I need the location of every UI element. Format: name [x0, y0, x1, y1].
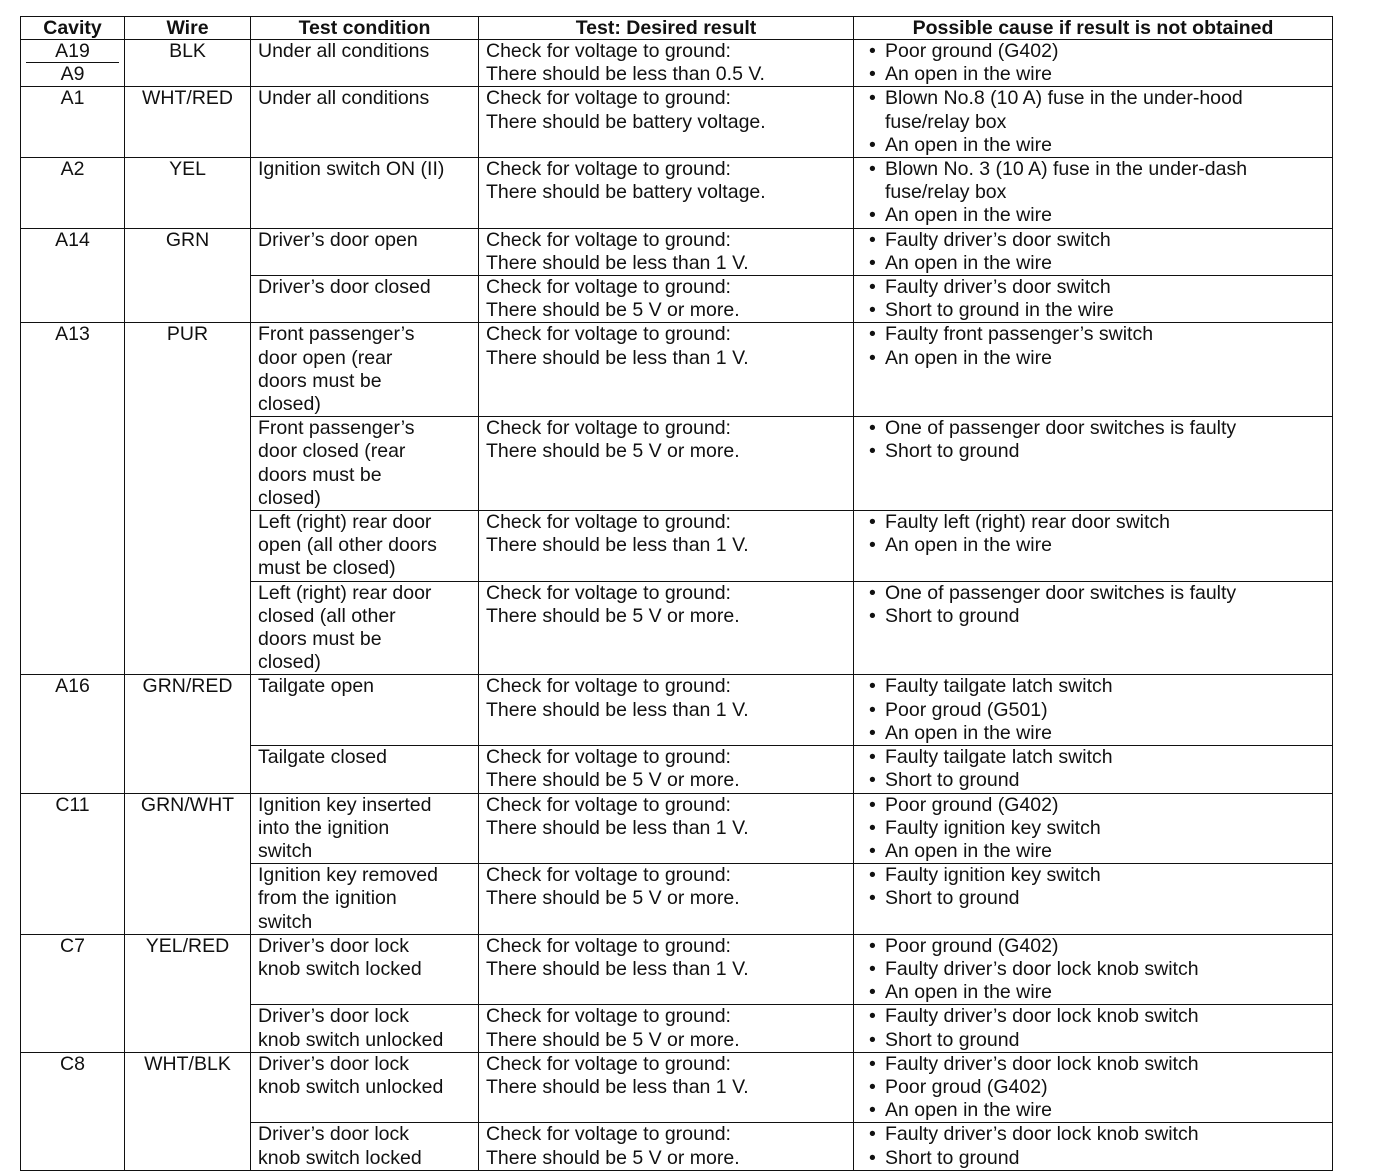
desired-result-text: Check for voltage to ground: [486, 864, 731, 887]
possible-cause-cell [854, 158, 1333, 229]
test-condition-cell [251, 675, 479, 746]
possible-cause-cell [854, 87, 1333, 158]
desired-result-text: There should be less than 1 V. [486, 698, 749, 721]
cause-bullet-item: • An open in the wire [861, 204, 1325, 227]
wire-color-label: WHT/RED [142, 87, 233, 110]
possible-cause-cell [854, 1005, 1333, 1052]
cause-bullet-item: • One of passenger door switches is faulty [861, 417, 1325, 440]
desired-result-cell [479, 276, 854, 323]
cavity-cell [21, 934, 125, 1052]
test-condition-text: Driver’s door open [258, 228, 418, 251]
cause-bullet-item: • One of passenger door switches is faulty [861, 582, 1325, 605]
test-condition-text: into the ignition [258, 816, 390, 839]
table-row [21, 323, 1333, 417]
wire-cell [125, 1052, 251, 1170]
cause-bullet-item: • An open in the wire [861, 134, 1325, 157]
cavity-label: A9 [60, 63, 85, 85]
desired-result-text: There should be less than 1 V. [486, 816, 749, 839]
wire-cell [125, 228, 251, 323]
test-condition-text: Driver’s door lock [258, 1123, 409, 1146]
cause-bullet-item: • Poor ground (G402) [861, 794, 1325, 817]
desired-result-text: There should be less than 1 V. [486, 251, 749, 274]
cavity-label: A1 [60, 87, 85, 110]
desired-result-text: Check for voltage to ground: [486, 417, 731, 440]
cavity-label: C11 [55, 793, 90, 816]
wire-color-label: PUR [166, 323, 209, 346]
cause-bullet-item: • Faulty driver’s door lock knob switch [861, 1005, 1325, 1028]
cavity-cell [21, 675, 125, 793]
wire-cell [125, 793, 251, 934]
desired-result-text: There should be 5 V or more. [486, 1146, 740, 1169]
desired-result-cell [479, 581, 854, 675]
cavity-label: C7 [60, 934, 85, 957]
troubleshooting-table [20, 16, 1333, 1171]
wire-cell [125, 675, 251, 793]
cause-bullet-item: • Faulty driver’s door lock knob switch [861, 1123, 1325, 1146]
possible-cause-cell [854, 228, 1333, 275]
cause-bullet-item: • Faulty ignition key switch [861, 864, 1325, 887]
cavity-label: A13 [55, 323, 90, 346]
table-row [21, 228, 1333, 275]
cavity-cell [21, 323, 125, 675]
test-condition-text: knob switch unlocked [258, 1075, 444, 1098]
table-body [21, 40, 1333, 1171]
cause-bullet-item: • An open in the wire [861, 722, 1325, 745]
test-condition-cell [251, 511, 479, 582]
possible-cause-cell [854, 793, 1333, 864]
header-cavity: Cavity [21, 17, 125, 40]
desired-result-text: Check for voltage to ground: [486, 1123, 731, 1146]
test-condition-cell [251, 276, 479, 323]
desired-result-cell [479, 746, 854, 793]
possible-cause-cell [854, 417, 1333, 511]
test-condition-text: Front passenger’s [258, 323, 415, 346]
cause-bullet-item: • An open in the wire [861, 840, 1325, 863]
possible-cause-cell [854, 675, 1333, 746]
test-condition-text: closed (all other [258, 604, 396, 627]
test-condition-text: doors must be [258, 463, 382, 486]
test-condition-text: from the ignition [258, 887, 397, 910]
cause-bullet-item: • Faulty front passenger’s switch [861, 323, 1325, 346]
desired-result-cell [479, 228, 854, 275]
cause-bullet-item: • An open in the wire [861, 252, 1325, 275]
test-condition-text: Under all conditions [258, 87, 430, 110]
desired-result-text: Check for voltage to ground: [486, 323, 731, 346]
desired-result-text: Check for voltage to ground: [486, 40, 731, 62]
possible-cause-cell [854, 581, 1333, 675]
possible-cause-cell [854, 864, 1333, 935]
test-condition-text: doors must be [258, 628, 382, 651]
test-condition-text: door open (rear [258, 346, 393, 369]
cause-bullet-item: • Poor groud (G501) [861, 699, 1325, 722]
cause-bullet-item: • An open in the wire [861, 981, 1325, 1004]
desired-result-text: There should be 5 V or more. [486, 1028, 740, 1051]
desired-result-text: There should be 5 V or more. [486, 299, 740, 322]
test-condition-text: Driver’s door closed [258, 276, 431, 299]
cause-bullet-item: • Short to ground [861, 1029, 1325, 1052]
cause-bullet-item: fuse/relay box [885, 110, 1007, 133]
desired-result-text: Check for voltage to ground: [486, 793, 731, 816]
wire-color-label: GRN/WHT [140, 793, 235, 816]
test-condition-text: knob switch locked [258, 1146, 422, 1169]
cavity-label: A19 [26, 40, 119, 63]
table-row [21, 934, 1333, 1005]
wire-color-label: BLK [169, 40, 206, 62]
test-condition-text: Under all conditions [258, 40, 430, 62]
desired-result-cell [479, 158, 854, 229]
desired-result-text: There should be 5 V or more. [486, 440, 740, 463]
desired-result-text: There should be less than 1 V. [486, 534, 749, 557]
cause-bullet-item: • Blown No. 3 (10 A) fuse in the under-dash [861, 158, 1325, 181]
test-condition-cell [251, 158, 479, 229]
cavity-label: A2 [60, 158, 85, 181]
desired-result-text: There should be less than 1 V. [486, 1075, 749, 1098]
wire-color-label: GRN [165, 228, 210, 251]
desired-result-cell [479, 323, 854, 417]
header-possible-cause: Possible cause if result is not obtained [854, 17, 1333, 40]
desired-result-cell [479, 1123, 854, 1170]
test-condition-text: Driver’s door lock [258, 1052, 409, 1075]
cause-bullet-item: • Poor ground (G402) [861, 935, 1325, 958]
table-row [21, 793, 1333, 864]
cavity-label: A16 [55, 675, 90, 698]
cause-bullet-item: • Faulty tailgate latch switch [861, 746, 1325, 769]
test-condition-text: Ignition key removed [258, 864, 438, 887]
test-condition-text: Ignition switch ON (II) [258, 158, 445, 181]
test-condition-text: Driver’s door lock [258, 934, 409, 957]
cause-bullet-item: • Faulty left (right) rear door switch [861, 511, 1325, 534]
test-condition-cell [251, 87, 479, 158]
test-condition-cell [251, 1052, 479, 1123]
cause-bullet-item: • Faulty driver’s door switch [861, 229, 1325, 252]
table-row [21, 158, 1333, 229]
desired-result-cell [479, 934, 854, 1005]
table-row [21, 675, 1333, 746]
wire-cell [125, 323, 251, 675]
test-condition-text: door closed (rear [258, 440, 406, 463]
test-condition-text: doors must be [258, 369, 382, 392]
cavity-cell [21, 87, 125, 158]
cause-bullet-item: • Poor ground (G402) [861, 40, 1325, 63]
cavity-cell [21, 793, 125, 934]
test-condition-cell [251, 40, 479, 87]
header-test-condition: Test condition [251, 17, 479, 40]
cavity-label: A14 [55, 228, 90, 251]
wire-cell [125, 87, 251, 158]
desired-result-text: Check for voltage to ground: [486, 276, 731, 299]
cause-bullet-item: • Faulty tailgate latch switch [861, 675, 1325, 698]
desired-result-text: There should be battery voltage. [486, 110, 766, 133]
test-condition-text: switch [258, 839, 313, 862]
test-condition-cell [251, 934, 479, 1005]
desired-result-cell [479, 417, 854, 511]
cause-bullet-item: • Short to ground in the wire [861, 299, 1325, 322]
test-condition-text: Tailgate open [258, 675, 375, 698]
wire-color-label: YEL/RED [145, 934, 230, 957]
test-condition-cell [251, 323, 479, 417]
test-condition-text: closed) [258, 651, 321, 674]
test-condition-text: Driver’s door lock [258, 1005, 409, 1028]
possible-cause-cell [854, 276, 1333, 323]
test-condition-text: closed) [258, 486, 321, 509]
test-condition-cell [251, 864, 479, 935]
cause-bullet-item: fuse/relay box [885, 181, 1007, 204]
test-condition-cell [251, 581, 479, 675]
cause-bullet-item: • Short to ground [861, 887, 1325, 910]
test-condition-text: Front passenger’s [258, 417, 415, 440]
desired-result-cell [479, 1052, 854, 1123]
desired-result-text: Check for voltage to ground: [486, 87, 731, 110]
cause-bullet-item: • Faulty driver’s door switch [861, 276, 1325, 299]
possible-cause-cell [854, 1052, 1333, 1123]
desired-result-text: Check for voltage to ground: [486, 746, 731, 769]
desired-result-text: There should be 5 V or more. [486, 769, 740, 792]
desired-result-text: Check for voltage to ground: [486, 934, 731, 957]
cause-bullet-item: • Short to ground [861, 769, 1325, 792]
cavity-label: C8 [60, 1052, 85, 1075]
desired-result-text: There should be 5 V or more. [486, 604, 740, 627]
possible-cause-cell [854, 511, 1333, 582]
table-row [21, 87, 1333, 158]
header-row [21, 17, 1333, 40]
cavity-cell [21, 40, 125, 87]
table-row [21, 40, 1333, 87]
desired-result-cell [479, 87, 854, 158]
cause-bullet-item: • Faulty ignition key switch [861, 817, 1325, 840]
desired-result-text: Check for voltage to ground: [486, 581, 731, 604]
test-condition-text: Left (right) rear door [258, 581, 432, 604]
table-row [21, 1052, 1333, 1123]
wire-cell [125, 158, 251, 229]
cause-bullet-item: • Short to ground [861, 440, 1325, 463]
cause-bullet-item: • Blown No.8 (10 A) fuse in the under-hood [861, 87, 1325, 110]
desired-result-text: There should be less than 1 V. [486, 346, 749, 369]
desired-result-text: Check for voltage to ground: [486, 511, 731, 534]
test-condition-cell [251, 1123, 479, 1170]
wire-color-label: GRN/RED [142, 675, 233, 698]
test-condition-cell [251, 228, 479, 275]
test-condition-cell [251, 793, 479, 864]
possible-cause-cell [854, 746, 1333, 793]
desired-result-cell [479, 675, 854, 746]
test-condition-cell [251, 417, 479, 511]
cause-bullet-item: • An open in the wire [861, 347, 1325, 370]
test-condition-cell [251, 746, 479, 793]
cause-bullet-item: • An open in the wire [861, 1099, 1325, 1122]
test-condition-text: must be closed) [258, 557, 396, 580]
test-condition-text: closed) [258, 393, 321, 416]
possible-cause-cell [854, 1123, 1333, 1170]
cause-bullet-item: • Faulty driver’s door lock knob switch [861, 1053, 1325, 1076]
cause-bullet-item: • Short to ground [861, 1147, 1325, 1170]
cause-bullet-item: • Faulty driver’s door lock knob switch [861, 958, 1325, 981]
cavity-cell [21, 158, 125, 229]
possible-cause-cell [854, 323, 1333, 417]
cause-bullet-item: • Poor groud (G402) [861, 1076, 1325, 1099]
test-condition-cell [251, 1005, 479, 1052]
cavity-cell [21, 228, 125, 323]
test-condition-text: switch [258, 910, 313, 933]
header-desired-result: Test: Desired result [479, 17, 854, 40]
test-condition-text: Left (right) rear door [258, 511, 432, 534]
test-condition-text: Tailgate closed [258, 746, 387, 769]
test-condition-text: knob switch locked [258, 957, 422, 980]
possible-cause-cell [854, 40, 1333, 87]
desired-result-text: There should be 5 V or more. [486, 887, 740, 910]
header-wire: Wire [125, 17, 251, 40]
desired-result-text: Check for voltage to ground: [486, 158, 731, 181]
desired-result-cell [479, 1005, 854, 1052]
possible-cause-cell [854, 934, 1333, 1005]
desired-result-text: There should be less than 0.5 V. [486, 63, 765, 86]
cavity-cell [21, 1052, 125, 1170]
test-condition-text: open (all other doors [258, 534, 437, 557]
desired-result-text: There should be battery voltage. [486, 181, 766, 204]
wire-color-label: YEL [169, 158, 206, 181]
test-condition-text: Ignition key inserted [258, 793, 432, 816]
wire-cell [125, 40, 251, 87]
desired-result-text: Check for voltage to ground: [486, 675, 731, 698]
test-condition-text: knob switch unlocked [258, 1028, 444, 1051]
desired-result-cell [479, 793, 854, 864]
wire-cell [125, 934, 251, 1052]
desired-result-text: Check for voltage to ground: [486, 228, 731, 251]
cause-bullet-item: • An open in the wire [861, 63, 1325, 86]
desired-result-cell [479, 511, 854, 582]
desired-result-cell [479, 864, 854, 935]
desired-result-text: Check for voltage to ground: [486, 1052, 731, 1075]
desired-result-cell [479, 40, 854, 87]
cause-bullet-item: • Short to ground [861, 605, 1325, 628]
cause-bullet-item: • An open in the wire [861, 534, 1325, 557]
desired-result-text: There should be less than 1 V. [486, 957, 749, 980]
desired-result-text: Check for voltage to ground: [486, 1005, 731, 1028]
wire-color-label: WHT/BLK [144, 1052, 231, 1075]
